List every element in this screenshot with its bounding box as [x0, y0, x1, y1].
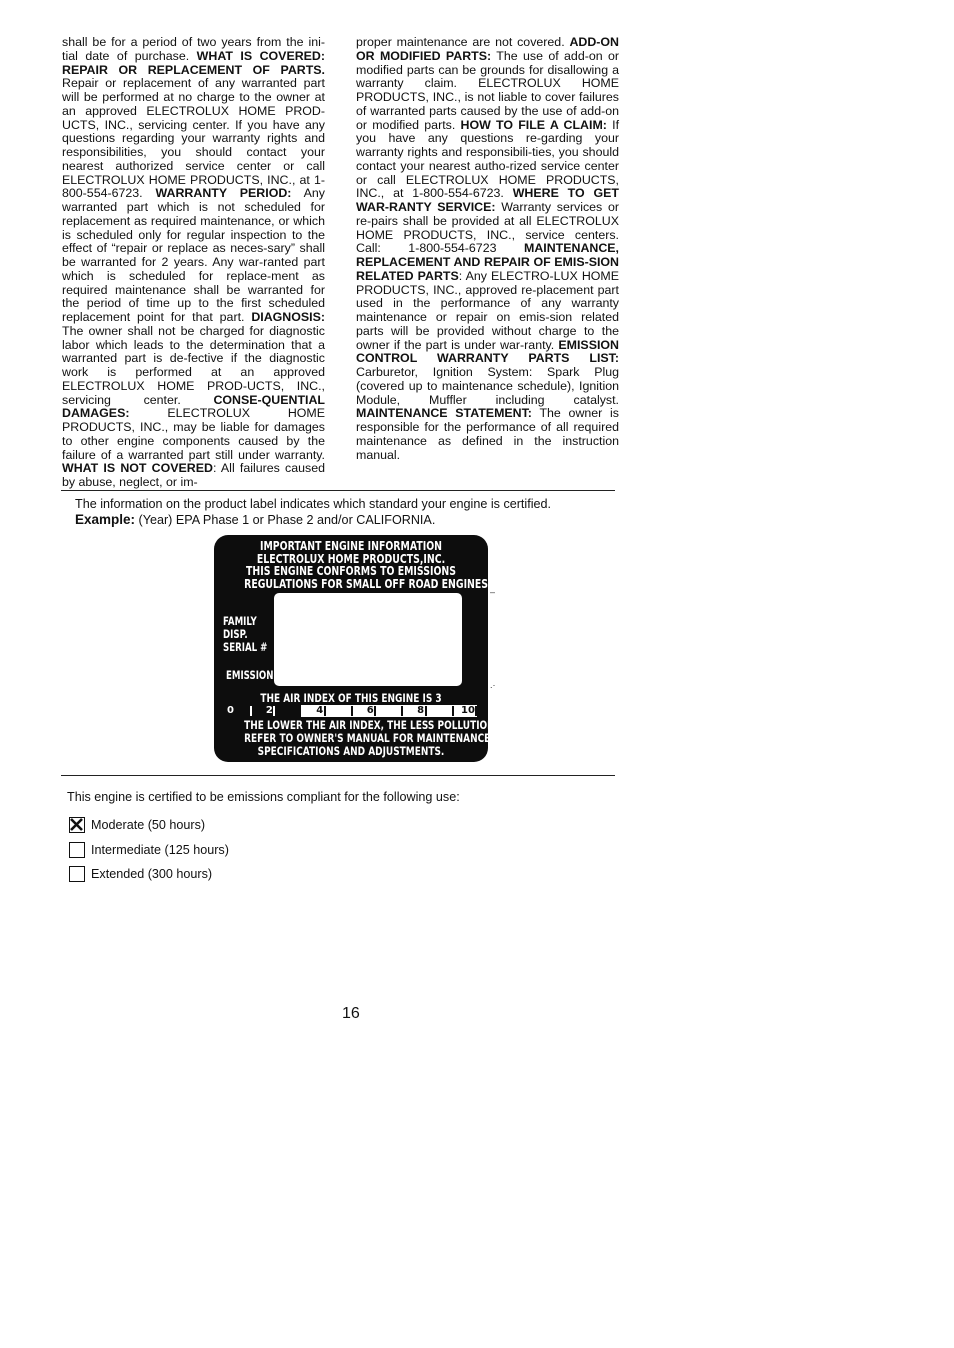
option-extended[interactable] [69, 866, 212, 882]
warranty-heading: HOW TO FILE A CLAIM: [460, 117, 607, 132]
checkbox-extended[interactable] [69, 866, 85, 882]
label-fields [223, 615, 267, 654]
registration-mark: – [490, 587, 496, 597]
field-serial: SERIAL # [223, 640, 268, 654]
certified-text: This engine is certified to be emissions compliant for the following use: [67, 790, 460, 804]
divider-bottom [61, 775, 615, 776]
air-index-text: THE AIR INDEX OF THIS ENGINE IS 3 [260, 691, 442, 705]
scale-tick-mark [250, 706, 252, 716]
label-header-line: THIS ENGINE CONFORMS TO EMISSIONS [246, 564, 456, 578]
warranty-text-right [356, 36, 619, 462]
field-family: FAMILY [223, 614, 257, 628]
checkbox-intermediate[interactable] [69, 842, 85, 858]
air-index-scale [225, 705, 477, 717]
field-emission: EMISSION [226, 668, 274, 682]
warranty-heading: WHAT IS NOT COVERED [62, 461, 213, 476]
warranty-body: : All failures caused by abuse, neglect, or im- [62, 461, 325, 489]
warranty-text-left [62, 36, 325, 490]
scale-tick-mark [301, 706, 303, 716]
scale-tick-label: 8 [417, 705, 425, 716]
registration-mark: .· [490, 680, 496, 690]
label-footer-line: THE LOWER THE AIR INDEX, THE LESS POLLUTION [244, 718, 495, 732]
warranty-body: Warranty services or re-pairs shall be provided at all ELECTROLUX HOME PRODUCTS, INC., service centers. Call: 1-800-554-6723 [356, 200, 619, 256]
scale-tick-mark [273, 706, 275, 716]
warranty-heading: WHERE TO GET WAR-RANTY SERVICE: [356, 186, 619, 214]
warranty-heading: MAINTENANCE, REPLACEMENT AND REPAIR OF EMIS-SION RELATED PARTS [356, 241, 619, 283]
warranty-body: If you have any questions re-garding your warranty rights and responsibili-ties, you should contact your nearest autho-rized service center or call ELECTROLUX HOME PRODUCTS, INC., at 1-800-554-6723. [356, 117, 620, 201]
label-header [244, 539, 489, 591]
scale-tick-mark [401, 706, 403, 716]
warranty-body: shall be for a period of two years from the ini-tial date of purchase. [62, 35, 325, 63]
engine-information-label [214, 535, 495, 762]
label-header-line: IMPORTANT ENGINE INFORMATION [259, 539, 443, 553]
divider-top [61, 490, 615, 491]
option-intermediate[interactable] [69, 842, 229, 858]
warranty-body: The use of add-on or modified parts can be grounds for disallowing a warranty claim. ELECTROLUX HOME PRODUCTS, INC., is not liable to cover failures of warranted parts caused by the use of add-on or modified parts. [356, 48, 620, 132]
label-footer [244, 718, 495, 758]
scale-tick-label: 2 [265, 705, 273, 716]
example-label: Example: [75, 512, 136, 527]
warranty-body: ELECTROLUX HOME PRODUCTS, INC., may be liable for damages to other engine components caused by the failure of a warranted part still under warranty. [62, 406, 325, 462]
label-blank-window [274, 593, 462, 686]
option-label: Moderate (50 hours) [91, 818, 206, 832]
warranty-body: The owner shall not be charged for diagnostic labor which leads to the determination that a warranted part is de-fective if the diagnostic work is performed at an approved ELECTROLUX HOME PROD-UCTS, INC., servicing center. [62, 323, 325, 407]
scale-tick-mark [425, 706, 427, 716]
warranty-body: The owner is responsible for the performance of all required maintenance as defined in the instruction manual. [356, 406, 620, 462]
scale-tick-label: 6 [366, 705, 374, 716]
scale-tick-label: 4 [316, 705, 324, 716]
warranty-heading: MAINTENANCE STATEMENT: [356, 406, 532, 421]
warranty-heading: ADD-ON OR MODIFIED PARTS: [356, 35, 619, 63]
checkbox-moderate[interactable] [69, 817, 85, 833]
warranty-body: Carburetor, Ignition System: Spark Plug (covered up to maintenance schedule), Ignition Module, Muffler including catalyst. [356, 365, 619, 407]
example-text: (Year) EPA Phase 1 or Phase 2 and/or CALIFORNIA. [135, 513, 436, 527]
warranty-body: proper maintenance are not covered. [356, 35, 570, 49]
scale-tick-label: 10 [461, 705, 475, 716]
label-info-text: The information on the product label indicates which standard your engine is certified. [75, 497, 552, 511]
option-label: Extended (300 hours) [91, 867, 213, 881]
label-footer-line: REFER TO OWNER'S MANUAL FOR MAINTENANCE [244, 731, 491, 745]
check-x-icon [70, 818, 83, 831]
air-index-fill [225, 705, 301, 717]
field-disp: DISP. [223, 627, 248, 641]
label-header-line: REGULATIONS FOR SMALL OFF ROAD ENGINES [244, 576, 489, 591]
warranty-heading: CONSE-QUENTIAL DAMAGES: [62, 392, 325, 421]
example-line [75, 512, 435, 528]
scale-tick-mark [324, 706, 326, 716]
option-label: Intermediate (125 hours) [91, 843, 229, 857]
page-number: 16 [342, 1005, 360, 1022]
option-moderate[interactable] [69, 817, 205, 833]
warranty-heading: DIAGNOSIS: [251, 310, 325, 324]
scale-tick-mark [351, 706, 353, 716]
scale-tick-label: 0 [227, 705, 234, 716]
warranty-body: : Any ELECTRO-LUX HOME PRODUCTS, INC., approved re-placement part used in the performance of any warranty maintenance or repair on emis-sion related parts will be provided without charge to the owner if the part is under war-ranty. [356, 268, 619, 352]
label-footer-line: SPECIFICATIONS AND ADJUSTMENTS. [257, 744, 445, 758]
warranty-body: Repair or replacement of any warranted part will be performed at no charge to the owner at an approved ELECTROLUX HOME PROD-UCTS, INC., servicing center. If you have any questions regarding your warranty rights and responsibilities, you should contact your nearest authorized service center or call ELECTROLUX HOME PRODUCTS, INC., at 1-800-554-6723. [62, 76, 325, 201]
label-header-line: ELECTROLUX HOME PRODUCTS,INC. [256, 551, 446, 566]
warranty-heading: WARRANTY PERIOD: [155, 186, 292, 201]
scale-tick-mark [374, 706, 376, 716]
warranty-body: Any warranted part which is not scheduled for replacement as required maintenance, or which is scheduled only for regular inspection to the effect of “repair or replace as neces-sary” shall be warranted for 2 years. Any war-ranted part which is scheduled for replace-ment as required maintenance shall be warranted for the period of time up to the first scheduled replacement point for that part. [62, 186, 325, 324]
warranty-heading: WHAT IS COVERED: REPAIR OR REPLACEMENT OF PARTS. [62, 48, 325, 77]
warranty-heading: EMISSION CONTROL WARRANTY PARTS LIST: [356, 337, 619, 366]
scale-tick-mark [475, 706, 477, 716]
scale-tick-mark [452, 706, 454, 716]
